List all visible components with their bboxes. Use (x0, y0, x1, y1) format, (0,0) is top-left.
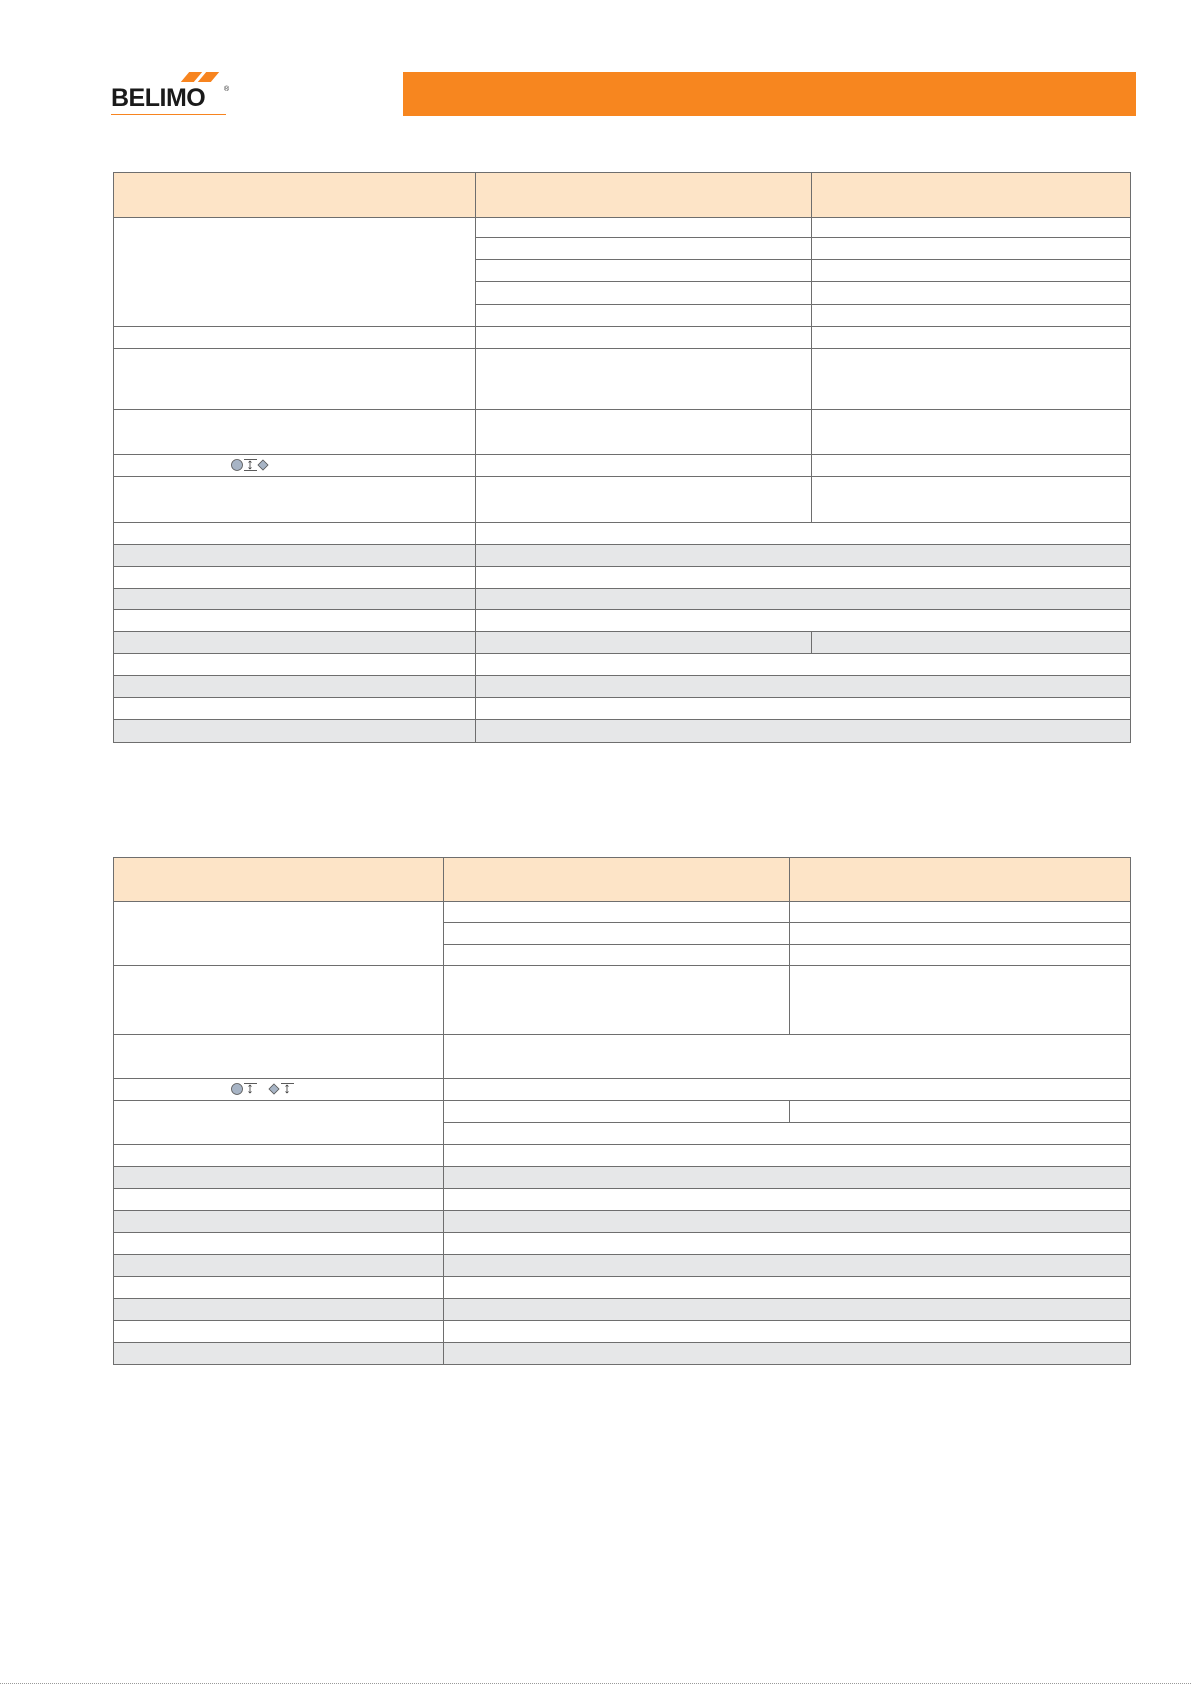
table2-row-shaded (114, 1254, 1130, 1276)
header-banner (403, 72, 1136, 116)
table1-row-shaded (114, 631, 1130, 653)
circle-arrow-diamond-icon (231, 458, 273, 472)
logo-stripe-2 (198, 72, 219, 82)
table2-row-shaded (114, 1298, 1130, 1320)
circle-arrow-diamond-arrow-icon (231, 1082, 301, 1096)
technical-data-table-1 (113, 172, 1131, 743)
belimo-logo (111, 70, 231, 116)
table2-symbol-group (231, 1082, 301, 1096)
page-bottom-rule (0, 1683, 1191, 1684)
table1-row-shaded (114, 719, 1130, 742)
table1-row-shaded (114, 588, 1130, 609)
table2-row-shaded (114, 1166, 1130, 1188)
logo-registered-mark: ® (224, 86, 230, 93)
logo-underline (111, 114, 226, 115)
table1-row-shaded (114, 675, 1130, 697)
table2-row-shaded (114, 1342, 1130, 1364)
table2-row-shaded (114, 1210, 1130, 1232)
table2-header-row (114, 858, 1130, 901)
table1-header-row (114, 173, 1130, 217)
technical-data-table-2 (113, 857, 1131, 1365)
table1-row-shaded (114, 544, 1130, 566)
table1-symbol-group (231, 458, 273, 472)
logo-wordmark: BELIMO (111, 84, 206, 112)
